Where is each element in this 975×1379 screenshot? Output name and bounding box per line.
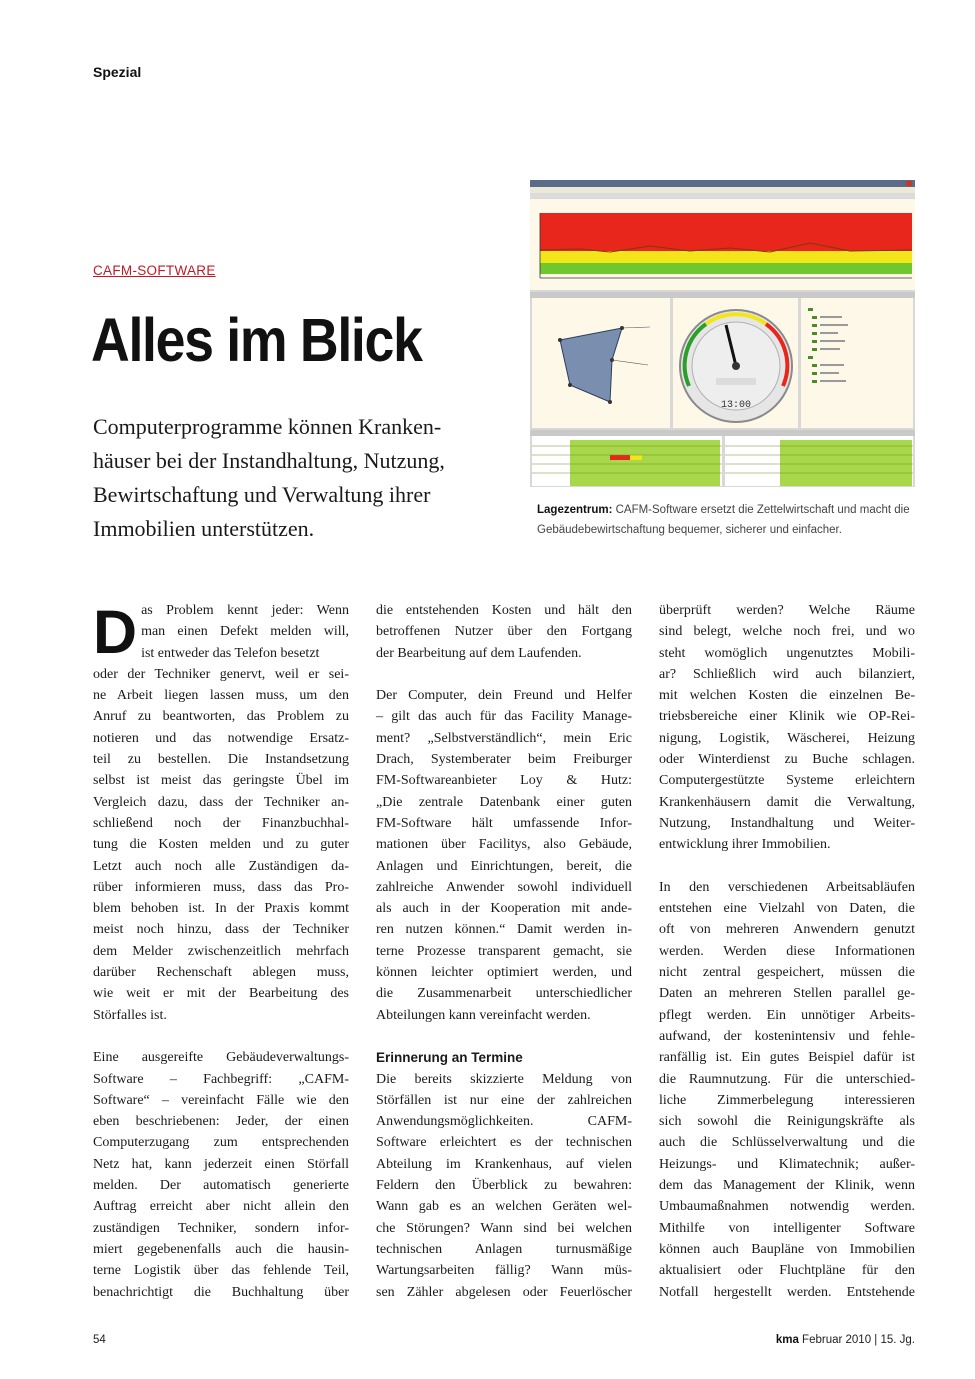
- text-line: nicht zentral gespeichert, müssen die: [659, 965, 915, 981]
- text-line: selbst ist meist das geringste Übel im: [93, 773, 349, 789]
- text-line: entstehen eine Vielzahl von Daten, die: [659, 901, 915, 917]
- text-line: aufwand, der kostenintensiv und fehle-: [659, 1028, 915, 1044]
- text-line: dem das Management der Klinik, wenn: [659, 1178, 915, 1194]
- text-line: oft von mehreren Anwendern genutzt: [659, 922, 915, 938]
- text-line: „Die zentrale Datenbank einer guten: [376, 794, 632, 810]
- text-line: Bewirtschaftung und Verwaltung ihrer: [93, 482, 431, 507]
- text-line: häuser bei der Instandhaltung, Nutzung,: [93, 448, 445, 473]
- gauge-readout: 13:00: [720, 400, 752, 411]
- text-line: Software“ – vereinfacht Fälle wie den: [93, 1092, 349, 1108]
- text-line: darüber Rechenschaft ablegen muss,: [93, 965, 349, 981]
- paragraph: [659, 600, 915, 856]
- text-line: ist entweder das Telefon besetzt: [141, 645, 320, 661]
- cafm-screenshot-graphic: [530, 180, 915, 487]
- text-line: ranfällig ist. Ein gutes Beispiel dafür ist: [659, 1050, 915, 1066]
- text-line: melden. Der automatisch generierte: [93, 1178, 349, 1194]
- text-line: Störfalles ist.: [93, 1007, 167, 1023]
- paragraph: [93, 664, 349, 1026]
- text-line: aktualisiert oder Fluchtpläne für den: [659, 1263, 915, 1279]
- text-line: tung die Kosten melden und zu guter: [93, 837, 349, 853]
- text-line: ne Arbeit liegen lassen muss, um den: [93, 688, 349, 704]
- text-line: ren nutzen können.“ Damit werden in-: [376, 922, 632, 938]
- text-line: überprüft werden? Welche Räume: [659, 603, 915, 618]
- cafm-screenshot: [530, 180, 915, 487]
- text-line: oder der Techniker genervt, weil er sei-: [93, 666, 349, 682]
- text-line: betroffenen Nutzer über den Fortgang: [376, 624, 632, 640]
- text-line: Vergleich dazu, dass der Techniker an-: [93, 794, 349, 810]
- text-line: rüber informieren muss, dass das Pro-: [93, 879, 349, 895]
- section-label: Spezial: [93, 64, 142, 80]
- text-line: können leichter optimiert werden, und: [376, 965, 632, 981]
- text-line: notieren und das notwendige Ersatz-: [93, 730, 349, 746]
- text-line: liche Zimmerbelegung interessieren: [659, 1092, 915, 1108]
- text-line: Anlagen und Einrichtungen, bereit, die: [376, 858, 632, 874]
- text-line: entwicklung ihrer Immobilien.: [659, 837, 831, 853]
- text-line: Notfall hergestellt werden. Entstehende: [659, 1284, 915, 1300]
- article-kicker: CAFM-SOFTWARE: [93, 263, 216, 278]
- paragraph: [376, 685, 632, 1026]
- text-line: Immobilien unterstützen.: [93, 516, 315, 541]
- caption-label: Lagezentrum:: [537, 504, 613, 516]
- text-line: eben beschriebenen: Jeder, der einen: [93, 1114, 349, 1130]
- body-column-3: [659, 600, 915, 1303]
- text-line: Eine ausgereifte Gebäudeverwaltungs-: [93, 1050, 349, 1066]
- text-line: oder Winterdienst zu Buche schlagen.: [659, 752, 915, 768]
- text-line: können auch Baupläne von Immobilien: [659, 1241, 915, 1257]
- text-line: terne Prozesse transparent gemacht, sie: [376, 943, 632, 959]
- text-line: Anruf zu beantworten, das Problem zu: [93, 709, 349, 725]
- text-line: Abteilungen kann vereinfacht werden.: [376, 1007, 591, 1023]
- text-line: schließend noch der Finanzbuchhal-: [93, 815, 349, 831]
- text-line: Heizungs- und Klimatechnik; außer-: [659, 1156, 915, 1172]
- text-line: Wann gab es an welchen Geräten wel-: [376, 1199, 632, 1215]
- text-line: Abteilung im Krankenhaus, auf vielen: [376, 1156, 632, 1172]
- footer-issue: [776, 1334, 915, 1346]
- caption-text: CAFM-Software ersetzt die Zettelwirtschaft und macht die Gebäudebewirtschaftung bequemer, sicherer und einfacher.: [537, 504, 910, 536]
- text-line: Der Computer, dein Freund und Helfer: [376, 688, 632, 704]
- text-line: mationen über Facilitys, also Gebäude,: [376, 837, 632, 853]
- text-line: zahlreiche Anwender sowohl individuell: [376, 879, 632, 895]
- body-column-1: [93, 600, 349, 1303]
- text-line: Software erleichtert es der technischen: [376, 1135, 632, 1151]
- text-line: Störfällen ist nur eine der zahlreichen: [376, 1092, 632, 1108]
- text-line: miert gegebenenfalls auch die hausin-: [93, 1241, 349, 1257]
- article-lead: [93, 410, 523, 546]
- text-line: Auftrag erreicht aber nicht allein den: [93, 1199, 349, 1215]
- text-line: man einen Defekt melden will,: [141, 624, 349, 640]
- text-line: Die bereits skizzierte Meldung von: [376, 1071, 632, 1087]
- text-line: FM-Software hält umfassende Infor-: [376, 815, 632, 831]
- text-line: technischen Anlagen turnusmäßige: [376, 1241, 632, 1257]
- text-line: Letzt auch noch alle Zuständigen da-: [93, 858, 349, 874]
- text-line: teil zu bestellen. Die Instandsetzung: [93, 752, 349, 768]
- text-line: die Raumnutzung. Für die unterschied-: [659, 1071, 915, 1087]
- text-line: pflegt werden. Ein unnötiger Arbeits-: [659, 1007, 915, 1023]
- text-line: Anwendungsmöglichkeiten. CAFM-: [376, 1114, 632, 1130]
- subheading: Erinnerung an Termine: [376, 1050, 523, 1066]
- text-line: zuständigen Techniker, sondern infor-: [93, 1220, 349, 1236]
- text-line: steht womöglich ungenutztes Mobili-: [659, 645, 915, 661]
- text-line: sich sowohl die Reinigungskräfte als: [659, 1114, 915, 1130]
- text-line: sind belegt, welche noch frei, und wo: [659, 624, 915, 640]
- text-line: Computerprogramme können Kranken-: [93, 414, 442, 439]
- text-line: meist noch hinzu, dass der Techniker: [93, 922, 349, 938]
- text-line: Computerzugang zum entsprechenden: [93, 1135, 349, 1151]
- text-line: FM-Softwareanbieter Loy & Hutz:: [376, 773, 632, 789]
- text-line: ar? Schließlich wird auch bilanziert,: [659, 666, 915, 682]
- paragraph: [93, 1047, 349, 1303]
- text-line: blem behoben ist. In der Praxis kommt: [93, 901, 349, 917]
- text-line: triebsbereiche einer Klinik wie OP-Rei-: [659, 709, 915, 725]
- text-line: terne Logistik über das fehlende Teil,: [93, 1263, 349, 1279]
- text-line: che Störungen? Wann sind bei welchen: [376, 1220, 632, 1236]
- text-line: benachrichtigt die Buchhaltung über: [93, 1284, 349, 1300]
- text-line: Software – Fachbegriff: „CAFM-: [93, 1071, 349, 1087]
- text-line: Netz hat, kann jederzeit einen Störfall: [93, 1156, 349, 1172]
- paragraph: [659, 877, 915, 1303]
- text-line: Daten an mehreren Stellen parallel ge-: [659, 986, 915, 1002]
- text-line: – gilt das auch für das Facility Manage-: [376, 709, 632, 725]
- text-line: ment? „Selbstverständlich“, mein Eric: [376, 730, 632, 746]
- magazine-name: kma: [775, 1334, 799, 1346]
- text-line: nigung, Logistik, Wäscherei, Heizung: [659, 730, 915, 746]
- text-line: die Zusammenarbeit unterschiedlicher: [376, 986, 632, 1002]
- text-line: Computergestützte Systeme erleichtern: [659, 773, 915, 789]
- text-line: dem Melder zwischenzeitlich mehrfach: [93, 943, 349, 959]
- paragraph: [376, 600, 632, 664]
- text-line: werden. Werden diese Informationen: [659, 943, 915, 959]
- text-line: In den verschiedenen Arbeitsabläufen: [659, 879, 915, 895]
- text-line: Drach, Systemberater beim Freiburger: [376, 752, 632, 768]
- body-column-2: [376, 600, 632, 1303]
- text-line: die entstehenden Kosten und hält den: [376, 603, 632, 618]
- paragraph: [376, 1069, 632, 1303]
- text-line: sen Zähler abgelesen oder Feuerlöscher: [376, 1284, 632, 1300]
- issue-info: Februar 2010 | 15. Jg.: [798, 1334, 915, 1346]
- text-line: als auch in der Kooperation mit ande-: [376, 901, 632, 917]
- text-line: Krankenhäusern damit die Verwaltung,: [659, 794, 915, 810]
- text-line: Feldern den Überblick zu bewahren:: [376, 1178, 632, 1194]
- figure-caption: [537, 500, 917, 540]
- text-line: Umbaumaßnahmen notwendig werden.: [659, 1199, 915, 1215]
- article-title: Alles im Blick: [91, 306, 422, 374]
- text-line: Nutzung, Instandhaltung und Weiter-: [659, 815, 915, 831]
- text-line: auch die Schlüsselverwaltung und die: [659, 1135, 915, 1151]
- text-line: wie weit er mit der Bearbeitung des: [93, 986, 349, 1002]
- page-number: 54: [93, 1334, 106, 1346]
- text-line: mit welchen Kosten die einzelnen Be-: [659, 688, 915, 704]
- text-line: Wartungsarbeiten fällig? Wann müs-: [376, 1263, 632, 1279]
- text-line: der Bearbeitung auf dem Laufenden.: [376, 645, 582, 661]
- text-line: as Problem kennt jeder: Wenn: [141, 603, 349, 618]
- dropcap: D: [93, 598, 138, 666]
- text-line: Mithilfe von intelligenter Software: [659, 1220, 915, 1236]
